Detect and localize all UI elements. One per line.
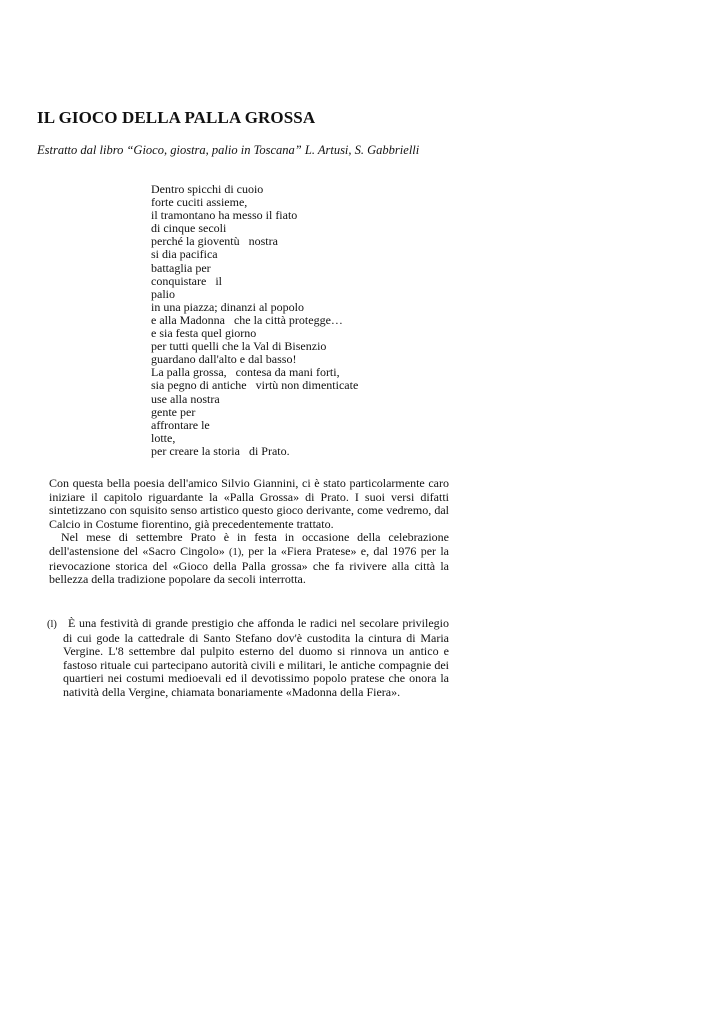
- paragraph-2-part1: Nel mese di settembre Prato è in festa in occasione della celebrazione dell'astensione del «Sacro Cingolo»: [49, 530, 449, 558]
- footnote: [47, 617, 449, 700]
- poem-line: e sia festa quel giorno: [151, 326, 257, 341]
- poem-line: di cinque secoli: [151, 221, 227, 236]
- body-text: [49, 477, 449, 587]
- poem-line: sia pegno di antiche virtù non dimenticate: [151, 378, 359, 393]
- poem-line: in una piazza; dinanzi al popolo: [151, 299, 304, 314]
- paragraph-2-part2: per la «Fiera Pratese» e, dal 1976 per la rievocazione storica del «Gioco della Palla grossa» che fa rivivere alla città la bellezza della tradizione popolare da secoli interrotta.: [49, 543, 449, 587]
- footnote-text: È una festività di grande prestigio che affonda le radici nel secolare privilegio di cui gode la cattedrale di Santo Stefano dov'è custodita la cintura di Maria Vergine. L'8 settembre dal pulpito esterno del duomo si rinnova un antico e fastoso rituale cui partecipano autorità civili e militari, le antiche compagnie dei quartieri nei costumi medioevali ed il devotissimo popolo pratese che onora la natività della Vergine, chiamata bonariamente «Madonna della Fiera».: [63, 616, 450, 699]
- poem-line: forte cuciti assieme,: [151, 195, 248, 210]
- poem-line: per tutti quelli che la Val di Bisenzio: [151, 339, 327, 354]
- poem-line: guardano dall'alto e dal basso!: [151, 352, 297, 367]
- document-title: IL GIOCO DELLA PALLA GROSSA: [37, 108, 316, 127]
- poem: [151, 183, 471, 458]
- poem-line: battaglia per: [151, 260, 211, 275]
- poem-line: per creare la storia di Prato.: [151, 443, 290, 458]
- document-subtitle: Estratto dal libro “Gioco, giostra, palio in Toscana” L. Artusi, S. Gabbrielli: [37, 143, 420, 157]
- poem-line: conquistare il: [151, 273, 222, 288]
- paragraph-2: [49, 531, 449, 586]
- poem-line: affrontare le: [151, 417, 210, 432]
- poem-line: il tramontano ha messo il fiato: [151, 208, 298, 223]
- paragraph-1: Con questa bella poesia dell'amico Silvio Giannini, ci è stato particolarmente caro iniziare il capitolo riguardante la «Palla Grossa» di Prato. I suoi versi difatti sintetizzano con squisito senso artistico questo gioco derivante, come vedremo, dal Calcio in Costume fiorentino, già precedentemente trattato.: [49, 476, 449, 531]
- footnote-reference: (1),: [229, 546, 244, 558]
- poem-line: palio: [151, 286, 175, 301]
- poem-line: si dia pacifica: [151, 247, 218, 262]
- poem-line: e alla Madonna che la città protegge…: [151, 312, 343, 327]
- poem-line: gente per: [151, 404, 196, 419]
- poem-line: lotte,: [151, 430, 176, 445]
- poem-line: perché la gioventù nostra: [151, 234, 278, 249]
- poem-line: use alla nostra: [151, 391, 220, 406]
- footnote-mark: (l): [47, 619, 57, 630]
- poem-line: La palla grossa, contesa da mani forti,: [151, 365, 340, 380]
- poem-line: Dentro spicchi di cuoio: [151, 182, 264, 196]
